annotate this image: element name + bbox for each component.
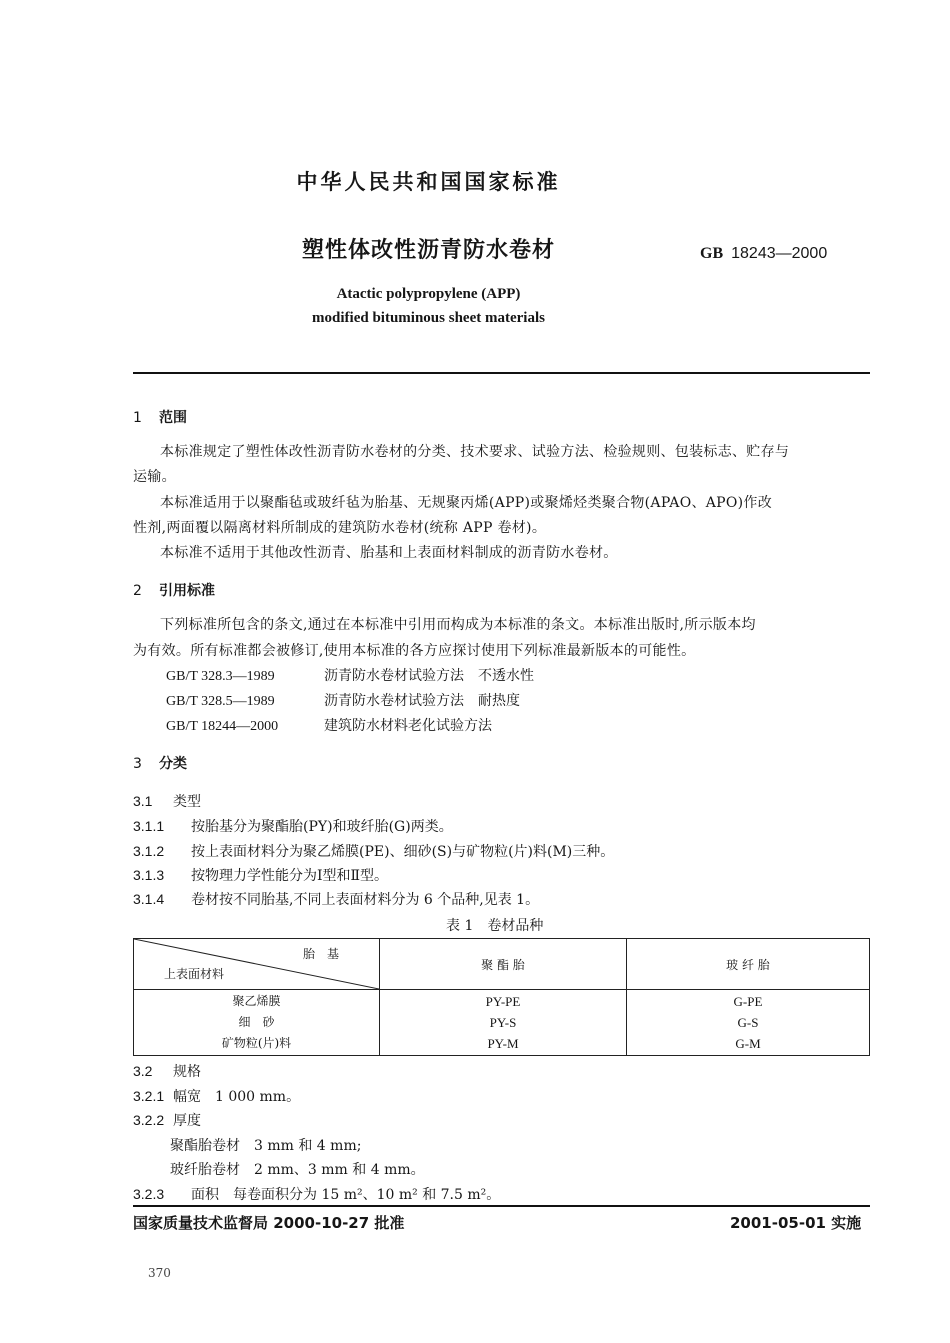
standard-code xyxy=(700,245,827,263)
table-cell: 聚乙烯膜 xyxy=(232,994,281,1008)
effective-date: 2001-05-01 实施 xyxy=(730,1214,862,1232)
s2-para1-line2: 为有效。所有标准都会被修订,使用本标准的各方应探讨使用下列标准最新版本的可能性。 xyxy=(133,643,696,659)
clause-3-2-2-b: 玻纤胎卷材 2 mm、3 mm 和 4 mm。 xyxy=(170,1162,425,1178)
header-surface-label: 上表面材料 xyxy=(164,967,225,981)
section-2-heading: 2 引用标准 xyxy=(133,583,215,599)
s2-para1-line1: 下列标准所包含的条文,通过在本标准中引用而构成为本标准的条文。本标准出版时,所示版本均 xyxy=(160,617,756,633)
table-cell: 矿物粒(片)料 xyxy=(221,1036,292,1050)
s1-para3: 本标准不适用于其他改性沥青、胎基和上表面材料制成的沥青防水卷材。 xyxy=(160,545,618,561)
std-prefix: GB xyxy=(700,245,724,262)
table-cell: G-M xyxy=(735,1036,761,1051)
clause-3-1-1: 3.1.1 按胎基分为聚酯胎(PY)和玻纤胎(G)两类。 xyxy=(133,818,453,835)
std-number: 18243—2000 xyxy=(731,245,828,262)
page-number: 370 xyxy=(148,1266,171,1280)
standard-title-en-1: Atactic polypropylene (APP) xyxy=(336,286,521,302)
standard-title-en-2: modified bituminous sheet materials xyxy=(312,310,545,326)
header-base-label: 胎基 xyxy=(302,947,351,961)
s1-para1-line1: 本标准规定了塑性体改性沥青防水卷材的分类、技术要求、试验方法、检验规则、包装标志、贮存与 xyxy=(160,444,790,460)
clause-3-2-1: 3.2.1 幅宽 1 000 mm。 xyxy=(133,1088,301,1105)
table-1 xyxy=(133,938,870,1056)
s1-para2-line1: 本标准适用于以聚酯毡或玻纤毡为胎基、无规聚丙烯(APP)或聚烯烃类聚合物(APAO、APO)作改 xyxy=(160,495,773,511)
footer-rule xyxy=(133,1205,870,1207)
ref-item: GB/T 328.3—1989 沥青防水卷材试验方法 不透水性 xyxy=(166,668,534,684)
clause-3-2-2-a: 聚酯胎卷材 3 mm 和 4 mm; xyxy=(170,1138,362,1154)
header-col-polyester: 聚 酯 胎 xyxy=(380,939,627,990)
g-column xyxy=(627,990,870,1056)
clause-3-2: 3.2 规格 xyxy=(133,1063,201,1080)
clause-3-1: 3.1 类型 xyxy=(133,793,201,810)
clause-3-1-4: 3.1.4 卷材按不同胎基,不同上表面材料分为 6 个品种,见表 1。 xyxy=(133,891,540,908)
table-header-row xyxy=(134,939,870,990)
clause-3-1-3: 3.1.3 按物理力学性能分为Ⅰ型和Ⅱ型。 xyxy=(133,867,389,884)
py-column xyxy=(380,990,627,1056)
table-cell: PY-M xyxy=(487,1036,519,1051)
ref-item: GB/T 18244—2000 建筑防水材料老化试验方法 xyxy=(166,718,492,734)
table-body-row xyxy=(134,990,870,1056)
diagonal-header-cell xyxy=(134,939,380,990)
table-cell: G-S xyxy=(737,1015,759,1030)
ref-item: GB/T 328.5—1989 沥青防水卷材试验方法 耐热度 xyxy=(166,693,520,709)
org-title: 中华人民共和国国家标准 xyxy=(296,170,561,194)
header-col-glassfiber: 玻 纤 胎 xyxy=(627,939,870,990)
s1-para1-line2: 运输。 xyxy=(133,469,176,485)
clause-3-2-2: 3.2.2 厚度 xyxy=(133,1112,201,1129)
table-cell: 细 砂 xyxy=(238,1015,275,1029)
table-1-caption: 表 1 卷材品种 xyxy=(446,918,544,934)
standard-title-cn: 塑性体改性沥青防水卷材 xyxy=(301,238,555,263)
table-cell: PY-PE xyxy=(485,994,521,1009)
table-cell: G-PE xyxy=(733,994,763,1009)
section-3-heading: 3 分类 xyxy=(133,756,187,772)
table-cell: PY-S xyxy=(489,1015,517,1030)
approval-line: 国家质量技术监督局 2000-10-27 批准 xyxy=(133,1214,405,1232)
clause-3-2-3: 3.2.3 面积 每卷面积分为 15 m²、10 m² 和 7.5 m²。 xyxy=(133,1186,501,1203)
surface-column xyxy=(134,990,380,1056)
clause-3-1-2: 3.1.2 按上表面材料分为聚乙烯膜(PE)、细砂(S)与矿物粒(片)料(M)三种。 xyxy=(133,843,615,860)
section-1-heading: 1 范围 xyxy=(133,410,187,426)
s1-para2-line2: 性剂,两面覆以隔离材料所制成的建筑防水卷材(统称 APP 卷材)。 xyxy=(133,520,547,536)
header-rule xyxy=(133,372,870,374)
